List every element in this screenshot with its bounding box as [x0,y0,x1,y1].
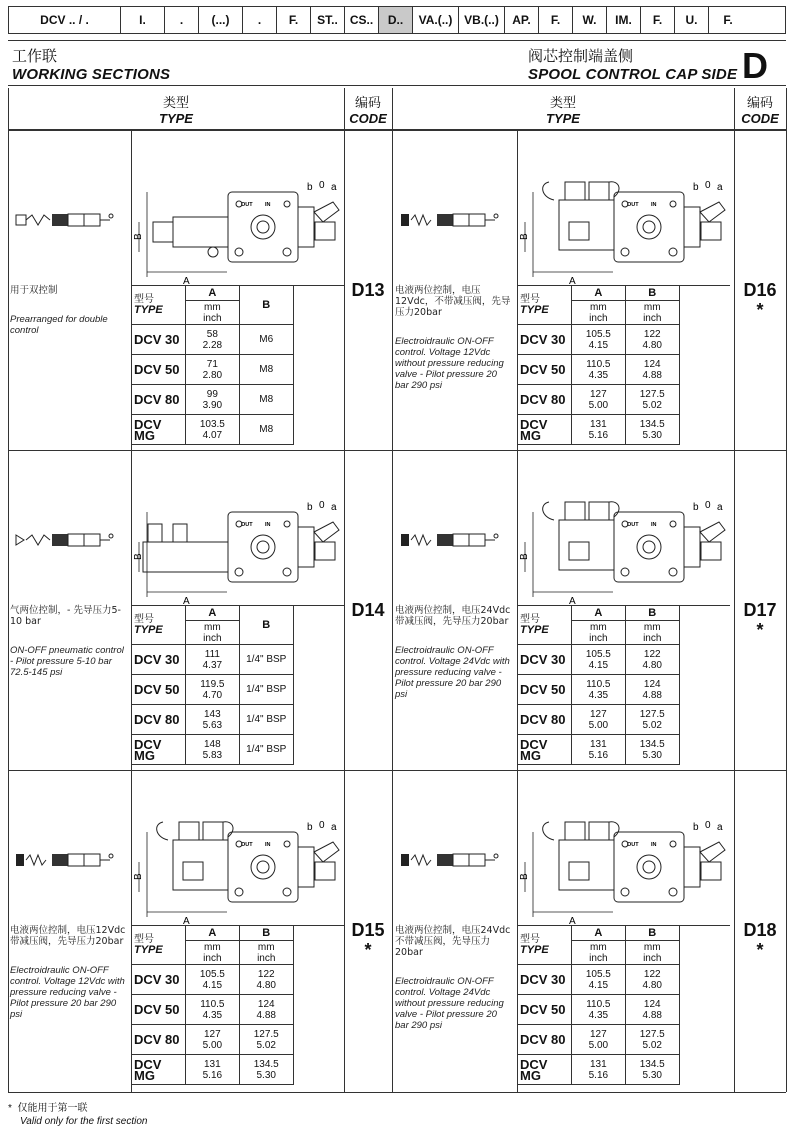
model-label-en: TYPE [134,624,163,636]
code-cell: IM. [607,7,641,33]
svg-text:b: b [693,502,699,513]
empty-cell [679,926,730,1085]
svg-text:A: A [183,916,190,927]
grid-line [734,88,735,1092]
col-type-right [392,88,734,130]
b-value: 124 4.88 [239,995,293,1025]
code-star: * [756,300,764,320]
code-value: D16 [743,280,777,300]
section-code [738,280,782,319]
left-title-cn: 工作联 [12,47,58,65]
a-value: 127 5.00 [571,1025,625,1055]
code-en: CODE [741,111,779,126]
col-b-header: B [239,606,293,645]
desc-en: Electroidraulic ON-OFF control. Voltage 24Vdc with pressure reducing valve - Pilot pressure 20 bar 290 psi [395,645,510,700]
svg-text:0: 0 [319,180,325,191]
model-name: DCV 50 [518,995,572,1025]
b-value: 122 4.80 [239,965,293,995]
code-bar [8,6,786,34]
a-value: 110.5 4.35 [571,355,625,385]
hydraulic-symbol [399,210,499,230]
code-cell: . [165,7,199,33]
svg-text:0: 0 [705,180,711,191]
a-value: 127 5.00 [571,385,625,415]
a-value: 127 5.00 [571,705,625,735]
type-en: TYPE [546,111,580,126]
a-value: 110.5 4.35 [571,675,625,705]
b-value: 127.5 5.02 [239,1025,293,1055]
model-label-en: TYPE [520,944,549,956]
desc-cn: 电液两位控制，电压12Vdc带减压阀，先导压力20bar [10,925,126,947]
model-name: DCV 50 [518,675,572,705]
grid-line [8,88,9,1092]
left-title-en: WORKING SECTIONS [12,66,171,83]
col-code-right [734,88,786,130]
svg-text:A: A [569,596,576,607]
a-value: 110.5 4.35 [185,995,239,1025]
code-cell: AP. [505,7,539,33]
desc-cn: 用于双控制 [10,285,58,296]
page-header [8,40,786,86]
a-value: 105.5 4.15 [571,325,625,355]
section-code [738,920,782,959]
section-description [10,285,128,336]
a-value: 148 5.83 [185,735,239,765]
model-name: DCV 80 [132,385,186,415]
svg-text:IN: IN [651,202,657,208]
desc-en: Electroidraulic ON-OFF control. Voltage 12Vdc with pressure reducing valve - Pilot pressure 20 bar 290 psi [10,965,125,1020]
col-a-header: A [185,606,239,621]
svg-text:a: a [717,502,723,513]
type-en: TYPE [159,111,193,126]
svg-text:b: b [307,822,313,833]
svg-text:a: a [331,822,337,833]
code-cell: D.. [379,7,413,33]
b-value: M8 [239,355,293,385]
unit-a: mm inch [185,301,239,325]
footnote-mark: * [8,1103,12,1114]
svg-text:A: A [183,276,190,287]
grid-line [8,770,786,771]
b-value: 122 4.80 [625,325,679,355]
footnote-cn: 仅能用于第一联 [17,1103,88,1114]
model-label-cn: 型号 [134,614,154,625]
model-name: DCV 50 [132,995,186,1025]
code-cell: DCV .. / . [9,7,121,33]
model-name: DCV MG [132,735,186,765]
svg-text:B: B [519,233,530,240]
b-value: 127.5 5.02 [625,705,679,735]
hydraulic-symbol [14,850,114,870]
b-value: M8 [239,385,293,415]
code-star: * [756,620,764,640]
code-cell: I. [121,7,165,33]
svg-text:IN: IN [651,522,657,528]
unit-b: mm inch [625,621,679,645]
svg-text:A: A [569,276,576,287]
right-title-cn: 阀芯控制端盖侧 [528,47,634,65]
b-value: 122 4.80 [625,645,679,675]
empty-cell [293,286,344,445]
model-name: DCV 80 [518,1025,572,1055]
b-value: 134.5 5.30 [625,1055,679,1085]
code-cell: ST.. [311,7,345,33]
svg-text:OUT: OUT [627,522,639,528]
a-value: 131 5.16 [571,735,625,765]
code-cell: F. [709,7,747,33]
model-name: DCV 80 [518,705,572,735]
a-value: 143 5.63 [185,705,239,735]
code-value: D13 [351,280,385,300]
svg-text:a: a [331,182,337,193]
section-code [346,280,390,301]
code-value: D14 [351,600,385,620]
hydraulic-symbol [399,850,499,870]
desc-en: Prearranged for double control [10,314,108,336]
b-value: 1/4" BSP [239,645,293,675]
a-value: 105.5 4.15 [185,965,239,995]
dimension-table [131,925,344,1085]
right-title-en: SPOOL CONTROL CAP SIDE [528,66,738,83]
model-name: DCV 80 [132,705,186,735]
col-type-left [8,88,344,130]
a-value: 119.5 4.70 [185,675,239,705]
svg-text:a: a [717,182,723,193]
svg-text:OUT: OUT [627,202,639,208]
hydraulic-symbol [14,530,114,550]
svg-text:b: b [693,822,699,833]
a-value: 105.5 4.15 [571,965,625,995]
col-b-header: B [625,926,679,941]
section-description [10,605,128,678]
model-label-cn: 型号 [520,294,540,305]
model-label-en: TYPE [134,304,163,316]
code-cn: 编码 [746,96,773,111]
svg-text:IN: IN [651,842,657,848]
model-name: DCV MG [132,415,186,445]
a-value: 111 4.37 [185,645,239,675]
section-letter: D [742,45,768,86]
section-code [346,600,390,621]
dimension-table [517,285,730,445]
b-value: M6 [239,325,293,355]
dimension-table [517,925,730,1085]
type-cn: 类型 [549,96,576,111]
section-code [738,600,782,639]
code-value: D17 [743,600,777,620]
desc-en: Electroidraulic ON-OFF control. Voltage 24Vdc without pressure reducing valve - Pilot pressure 20 bar 290 psi [395,976,504,1031]
grid-line [8,130,786,131]
svg-text:OUT: OUT [241,842,253,848]
code-cn: 编码 [354,96,381,111]
model-name: DCV 50 [132,355,186,385]
b-value: M8 [239,415,293,445]
model-name: DCV 30 [518,965,572,995]
unit-a: mm inch [185,941,239,965]
svg-text:0: 0 [319,820,325,831]
code-cell: F. [641,7,675,33]
valve-drawing [133,152,345,302]
section-code [346,920,390,959]
col-b-header: B [625,606,679,621]
col-a-header: A [571,606,625,621]
col-a-header: A [571,286,625,301]
section-description [395,605,513,700]
svg-text:B: B [133,873,144,880]
footnote [8,1102,147,1128]
code-cell: . [243,7,277,33]
b-value: 1/4" BSP [239,735,293,765]
section-description [395,285,513,391]
desc-cn: 电液两位控制，电压12Vdc，不带减压阀，先导压力20bar [395,285,511,318]
a-value: 99 3.90 [185,385,239,415]
unit-a: mm inch [571,301,625,325]
b-value: 124 4.88 [625,355,679,385]
svg-text:0: 0 [705,500,711,511]
model-label-cn: 型号 [520,614,540,625]
svg-text:IN: IN [265,522,271,528]
model-name: DCV MG [518,1055,572,1085]
model-label-cn: 型号 [134,934,154,945]
svg-text:B: B [519,873,530,880]
unit-a: mm inch [571,621,625,645]
b-value: 1/4" BSP [239,705,293,735]
dimension-table [517,605,730,765]
svg-text:A: A [183,596,190,607]
col-b-header: B [239,926,293,941]
b-value: 124 4.88 [625,675,679,705]
model-label-en: TYPE [134,944,163,956]
code-cell: F. [539,7,573,33]
valve-drawing [133,472,345,622]
valve-drawing [519,472,731,622]
valve-drawing [519,792,731,942]
b-value: 134.5 5.30 [625,415,679,445]
svg-text:B: B [133,553,144,560]
svg-text:B: B [519,553,530,560]
svg-text:OUT: OUT [241,522,253,528]
b-value: 134.5 5.30 [625,735,679,765]
model-name: DCV MG [518,415,572,445]
col-a-header: A [185,926,239,941]
section-description [395,925,513,1031]
a-value: 110.5 4.35 [571,995,625,1025]
model-name: DCV 30 [132,325,186,355]
valve-drawing [519,152,731,302]
code-cell: U. [675,7,709,33]
grid-line [8,450,786,451]
code-cell: W. [573,7,607,33]
code-cell: VB.(..) [459,7,505,33]
col-a-header: A [571,926,625,941]
a-value: 131 5.16 [571,415,625,445]
col-a-header: A [185,286,239,301]
svg-text:OUT: OUT [627,842,639,848]
grid-line [8,1092,786,1093]
code-value: D18 [743,920,777,940]
a-value: 105.5 4.15 [571,645,625,675]
a-value: 103.5 4.07 [185,415,239,445]
b-value: 134.5 5.30 [239,1055,293,1085]
code-value: D15 [351,920,385,940]
svg-text:a: a [717,822,723,833]
type-cn: 类型 [162,96,189,111]
model-name: DCV 30 [132,645,186,675]
svg-text:0: 0 [705,820,711,831]
code-star: * [756,940,764,960]
svg-text:b: b [693,182,699,193]
code-cell: F. [277,7,311,33]
a-value: 71 2.80 [185,355,239,385]
empty-cell [679,286,730,445]
unit-b: mm inch [239,941,293,965]
svg-text:IN: IN [265,842,271,848]
unit-a: mm inch [571,941,625,965]
empty-cell [679,606,730,765]
model-name: DCV 50 [132,675,186,705]
model-label-en: TYPE [520,304,549,316]
model-name: DCV 30 [132,965,186,995]
svg-text:b: b [307,502,313,513]
model-label-cn: 型号 [134,294,154,305]
unit-b: mm inch [625,301,679,325]
model-name: DCV 80 [132,1025,186,1055]
code-cell: (...) [199,7,243,33]
a-value: 131 5.16 [185,1055,239,1085]
model-name: DCV 80 [518,385,572,415]
footnote-en: Valid only for the first section [20,1116,148,1127]
grid-line [392,88,393,1092]
desc-cn: 电液两位控制，电压24Vdc带减压阀，先导压力20bar [395,605,511,627]
b-value: 1/4" BSP [239,675,293,705]
svg-text:A: A [569,916,576,927]
svg-text:0: 0 [319,500,325,511]
code-star: * [364,940,372,960]
grid-line [786,88,787,1092]
unit-a: mm inch [185,621,239,645]
model-label-cn: 型号 [520,934,540,945]
b-value: 124 4.88 [625,995,679,1025]
svg-text:IN: IN [265,202,271,208]
model-name: DCV MG [518,735,572,765]
dimension-table [131,285,344,445]
model-name: DCV 30 [518,325,572,355]
b-value: 122 4.80 [625,965,679,995]
section-description [10,925,128,1020]
a-value: 58 2.28 [185,325,239,355]
b-value: 127.5 5.02 [625,1025,679,1055]
svg-text:b: b [307,182,313,193]
desc-cn: 电液两位控制，电压24Vdc不带减压阀，先导压力20bar [395,925,511,958]
svg-text:B: B [133,233,144,240]
valve-drawing [133,792,345,942]
desc-en: Electroidraulic ON-OFF control. Voltage 12Vdc without pressure reducing valve - Pilot pressure 20 bar 290 psi [395,336,504,391]
a-value: 127 5.00 [185,1025,239,1055]
model-name: DCV 50 [518,355,572,385]
svg-text:a: a [331,502,337,513]
desc-cn: 气两位控制，- 先导压力5-10 bar [10,605,121,627]
col-b-header: B [239,286,293,325]
b-value: 127.5 5.02 [625,385,679,415]
col-b-header: B [625,286,679,301]
code-cell: CS.. [345,7,379,33]
empty-cell [293,926,344,1085]
code-cell: VA.(..) [413,7,459,33]
model-label-en: TYPE [520,624,549,636]
model-name: DCV MG [132,1055,186,1085]
svg-text:OUT: OUT [241,202,253,208]
model-name: DCV 30 [518,645,572,675]
dimension-table [131,605,344,765]
code-en: CODE [349,111,387,126]
col-code-left [344,88,392,130]
a-value: 131 5.16 [571,1055,625,1085]
unit-b: mm inch [625,941,679,965]
hydraulic-symbol [399,530,499,550]
desc-en: ON-OFF pneumatic control - Pilot pressure 5-10 bar 72.5-145 psi [10,645,124,678]
hydraulic-symbol [14,210,114,230]
empty-cell [293,606,344,765]
